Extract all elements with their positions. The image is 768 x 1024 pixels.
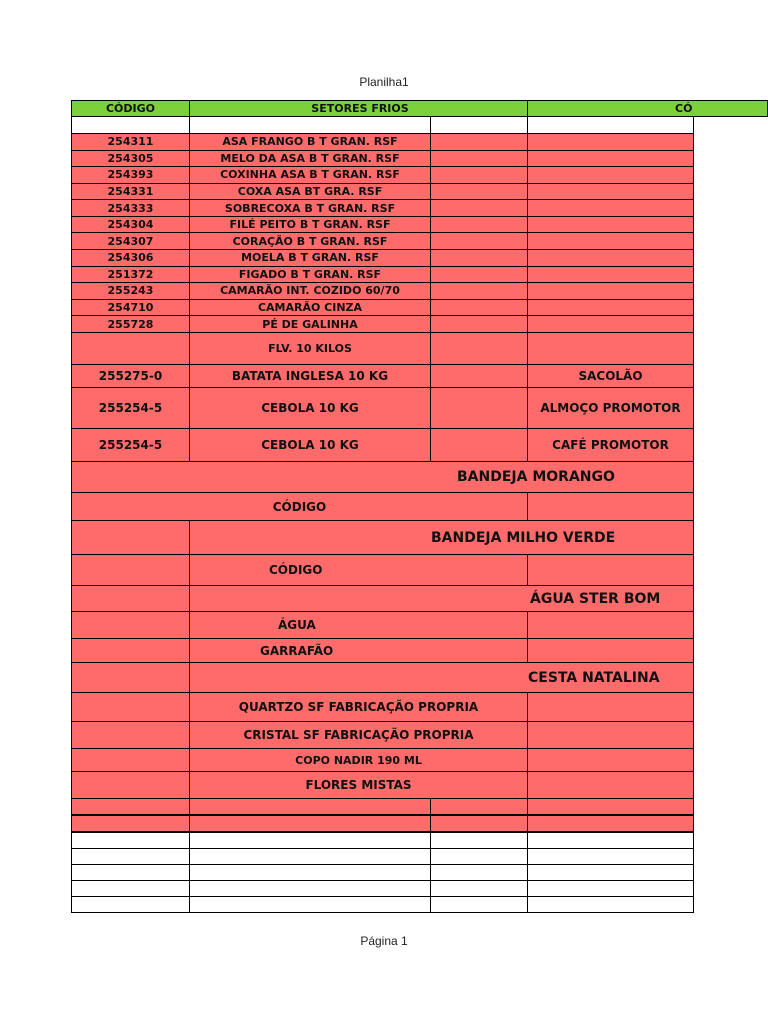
section-title-cesta: CESTA NATALINA bbox=[189, 662, 694, 693]
item-name: CAMARÃO CINZA bbox=[189, 299, 431, 317]
empty-cell bbox=[71, 721, 190, 749]
item-code: 254311 bbox=[71, 133, 190, 151]
empty-cell bbox=[71, 554, 190, 586]
empty-cell bbox=[527, 232, 694, 250]
empty-cell bbox=[527, 692, 694, 722]
section-title-agua: ÁGUA STER BOM bbox=[189, 585, 694, 612]
empty-cell bbox=[527, 721, 694, 749]
empty-cell bbox=[527, 611, 694, 639]
empty-cell bbox=[189, 896, 431, 913]
empty-cell bbox=[430, 880, 528, 897]
empty-cell bbox=[71, 848, 190, 865]
empty-cell bbox=[189, 832, 431, 849]
empty-cell bbox=[71, 771, 190, 799]
item-name: ASA FRANGO B T GRAN. RSF bbox=[189, 133, 431, 151]
produce-destination: CAFÉ PROMOTOR bbox=[527, 428, 694, 462]
item-name: CORAÇÃO B T GRAN. RSF bbox=[189, 232, 431, 250]
flv-label: FLV. 10 KILOS bbox=[189, 332, 431, 365]
empty-cell bbox=[527, 332, 694, 365]
empty-cell bbox=[527, 771, 694, 799]
spreadsheet bbox=[71, 100, 768, 916]
blank-cell bbox=[527, 116, 694, 134]
empty-cell bbox=[71, 520, 190, 555]
empty-cell bbox=[527, 249, 694, 267]
item-code: 254393 bbox=[71, 166, 190, 184]
item-name: FIGADO B T GRAN. RSF bbox=[189, 266, 431, 284]
empty-cell bbox=[189, 880, 431, 897]
empty-cell bbox=[527, 864, 694, 881]
empty-cell bbox=[527, 554, 694, 586]
empty-cell bbox=[189, 864, 431, 881]
empty-cell bbox=[71, 585, 190, 612]
item-name: CAMARÃO INT. COZIDO 60/70 bbox=[189, 282, 431, 300]
empty-cell bbox=[430, 133, 528, 151]
empty-cell bbox=[71, 611, 190, 639]
empty-cell bbox=[71, 832, 190, 849]
flv-code-cell bbox=[71, 332, 190, 365]
empty-cell bbox=[430, 864, 528, 881]
produce-name: CEBOLA 10 KG bbox=[189, 428, 431, 462]
empty-cell bbox=[430, 798, 528, 815]
empty-cell bbox=[527, 880, 694, 897]
item-code: 254306 bbox=[71, 249, 190, 267]
item-name: MELO DA ASA B T GRAN. RSF bbox=[189, 150, 431, 168]
produce-name: CEBOLA 10 KG bbox=[189, 387, 431, 429]
empty-cell bbox=[71, 692, 190, 722]
empty-cell bbox=[527, 815, 694, 832]
item-name: SOBRECOXA B T GRAN. RSF bbox=[189, 199, 431, 217]
empty-cell bbox=[527, 150, 694, 168]
empty-cell bbox=[430, 166, 528, 184]
empty-cell bbox=[527, 133, 694, 151]
item-name: MOELA B T GRAN. RSF bbox=[189, 249, 431, 267]
morango-codigo-label: CÓDIGO bbox=[71, 492, 528, 521]
empty-cell bbox=[527, 896, 694, 913]
produce-destination: SACOLÃO bbox=[527, 364, 694, 388]
col-header-truncated: CÓ bbox=[527, 100, 768, 117]
empty-cell bbox=[430, 364, 528, 388]
empty-cell bbox=[527, 282, 694, 300]
empty-cell bbox=[430, 387, 528, 429]
empty-cell bbox=[527, 166, 694, 184]
empty-cell bbox=[527, 832, 694, 849]
empty-cell bbox=[430, 232, 528, 250]
item-code: 254331 bbox=[71, 183, 190, 201]
item-code: 255728 bbox=[71, 315, 190, 333]
empty-cell bbox=[527, 798, 694, 815]
empty-cell bbox=[527, 848, 694, 865]
item-code: 251372 bbox=[71, 266, 190, 284]
item-code: 254710 bbox=[71, 299, 190, 317]
empty-cell bbox=[527, 266, 694, 284]
item-name: COXINHA ASA B T GRAN. RSF bbox=[189, 166, 431, 184]
blank-cell bbox=[430, 116, 528, 134]
empty-cell bbox=[527, 638, 694, 663]
empty-cell bbox=[430, 332, 528, 365]
empty-cell bbox=[430, 249, 528, 267]
empty-cell bbox=[71, 864, 190, 881]
empty-cell bbox=[430, 299, 528, 317]
produce-code: 255275-0 bbox=[71, 364, 190, 388]
cesta-item: COPO NADIR 190 ML bbox=[189, 748, 528, 772]
empty-cell bbox=[430, 896, 528, 913]
item-code: 254307 bbox=[71, 232, 190, 250]
empty-cell bbox=[430, 266, 528, 284]
blank-cell bbox=[71, 116, 190, 134]
item-code: 254333 bbox=[71, 199, 190, 217]
page-header: Planilha1 bbox=[359, 75, 409, 89]
item-name: PÉ DE GALINHA bbox=[189, 315, 431, 333]
empty-cell bbox=[71, 748, 190, 772]
empty-cell bbox=[430, 428, 528, 462]
col-header-codigo: CÓDIGO bbox=[71, 100, 190, 117]
section-title-morango: BANDEJA MORANGO bbox=[71, 461, 694, 493]
produce-destination: ALMOÇO PROMOTOR bbox=[527, 387, 694, 429]
empty-cell bbox=[71, 662, 190, 693]
section-title-milho: BANDEJA MILHO VERDE bbox=[189, 520, 694, 555]
empty-cell bbox=[71, 815, 190, 832]
empty-cell bbox=[430, 199, 528, 217]
item-name: COXA ASA BT GRA. RSF bbox=[189, 183, 431, 201]
produce-name: BATATA INGLESA 10 KG bbox=[189, 364, 431, 388]
empty-cell bbox=[527, 748, 694, 772]
item-code: 255243 bbox=[71, 282, 190, 300]
page-footer: Página 1 bbox=[360, 934, 408, 948]
empty-cell bbox=[430, 282, 528, 300]
empty-cell bbox=[430, 183, 528, 201]
empty-cell bbox=[527, 199, 694, 217]
empty-cell bbox=[430, 150, 528, 168]
empty-cell bbox=[527, 315, 694, 333]
empty-cell bbox=[527, 299, 694, 317]
item-code: 254305 bbox=[71, 150, 190, 168]
empty-cell bbox=[71, 638, 190, 663]
blank-cell bbox=[189, 116, 431, 134]
cesta-item: QUARTZO SF FABRICAÇÃO PROPRIA bbox=[189, 692, 528, 722]
empty-cell bbox=[71, 880, 190, 897]
empty-cell bbox=[527, 183, 694, 201]
produce-code: 255254-5 bbox=[71, 428, 190, 462]
empty-cell bbox=[189, 815, 431, 832]
cesta-item: CRISTAL SF FABRICAÇÃO PROPRIA bbox=[189, 721, 528, 749]
empty-cell bbox=[527, 216, 694, 234]
empty-cell bbox=[430, 315, 528, 333]
item-name: FILÉ PEITO B T GRAN. RSF bbox=[189, 216, 431, 234]
empty-cell bbox=[189, 798, 431, 815]
item-code: 254304 bbox=[71, 216, 190, 234]
empty-cell bbox=[71, 896, 190, 913]
empty-cell bbox=[430, 216, 528, 234]
garrafao-label: GARRAFÃO bbox=[189, 638, 528, 663]
col-header-setores: SETORES FRIOS bbox=[189, 100, 531, 117]
empty-cell bbox=[430, 815, 528, 832]
empty-cell bbox=[71, 798, 190, 815]
empty-cell bbox=[527, 492, 694, 521]
cesta-item: FLORES MISTAS bbox=[189, 771, 528, 799]
produce-code: 255254-5 bbox=[71, 387, 190, 429]
milho-codigo-label: CÓDIGO bbox=[189, 554, 528, 586]
empty-cell bbox=[430, 832, 528, 849]
empty-cell bbox=[430, 848, 528, 865]
empty-cell bbox=[189, 848, 431, 865]
agua-label: ÁGUA bbox=[189, 611, 528, 639]
